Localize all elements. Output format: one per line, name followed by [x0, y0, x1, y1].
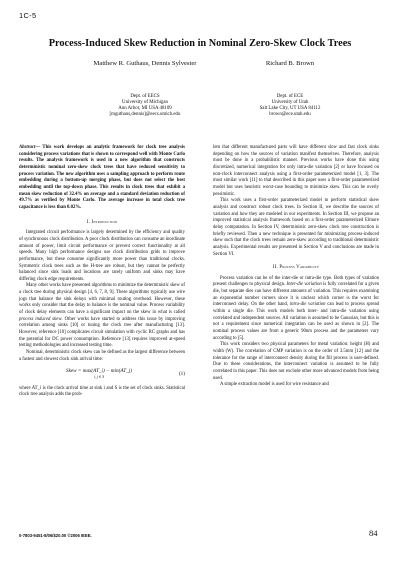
- affiliation-university: University of Michigan: [122, 100, 168, 106]
- copyright-notice: 0-7803-9451-8/06/$20.00 ©2006 IEEE.: [19, 533, 92, 538]
- text-run: Many other works have presented algorithms to minimize the deterministic skew of a clock tree during physical design [4, 6, 7, 8, 9]. These algorithms typically use wire jogs that balance the sink delays with minimal routing overhead. However, these works only consider that the delay to balance is the nominal value. Process variability of clock delay elements can have a significant impact on the skew in what is called: [19, 283, 185, 316]
- equation-skew: [19, 368, 185, 380]
- text-run: is fully correlated for a given die, but separate dies can have different amounts of variation. This requires examining an exponential number corners since it is unclear which corner is the worst for interconnect delay. On the other hand,: [213, 282, 379, 308]
- intro-paragraph: [19, 283, 185, 350]
- author-names-right: Richard B. Brown: [265, 60, 315, 67]
- affiliation-university: University of Utah: [271, 100, 309, 106]
- abstract: [19, 145, 185, 212]
- equation-expression: Skew = max(AT_i) − min(AT_j): [65, 368, 132, 375]
- text-run: can lead to process spread within a single die. This work models both inter- and intra-die variation using correlated and independent sources. All variation is assumed to be Gaussian, but this is not a requirement since numerical integration can be used as shown in [2]. The nominal process values are from a generic 90nm process and the parameters vary according to [5].: [213, 302, 379, 341]
- emphasis-text: process induced skew: [19, 316, 62, 322]
- session-code: 1C-5: [19, 11, 37, 20]
- equation-body: [19, 368, 179, 380]
- equation-subscript: i, j ∈ S: [93, 375, 104, 379]
- affiliation-dept: Dept. of ECE: [276, 94, 304, 99]
- affiliation-address: Salt Lake City, UT USA 84112: [259, 106, 321, 112]
- author-affiliation-right: [200, 94, 380, 118]
- section-heading-process-variability: II. Process Variability: [272, 265, 320, 271]
- intro-paragraph: Nominal, deterministic clock skew can be defined as the largest difference between a fastest and slowest clock sink arrival time:: [19, 350, 185, 362]
- body-paragraph: A simple extraction model is used for wire resistance and: [220, 382, 329, 388]
- affiliation-dept: Dept. of EECS: [130, 94, 160, 99]
- intro-paragraph: where AT_i is the clock arrival time at sink i and S is the set of clock sinks. Statistical clock tree analysis adds the prob-: [19, 385, 185, 398]
- body-paragraph: [213, 276, 379, 343]
- equation-number: (1): [178, 371, 185, 378]
- text-run: Process variation can be of the inter-die or intra-die type. Both types of variation present challenges to physical design.: [213, 275, 379, 288]
- author-names-left: Matthew R. Guthaus, Dennis Sylvester: [93, 60, 197, 67]
- section-heading-introduction: I. Introduction: [86, 219, 118, 225]
- body-paragraph: lem that different manufactured parts will have different slow and fast clock sinks depending on how the sources of variation manifest themselves. Therefore, analysis must be done in a probabilistic manner. Previous works have done this using discretized, numerical integration for only intra-die variation [2] or have focused on non-clock interconnect analysis using a first-order parameterized model [1, 3]. The most similar work [11] to that described in this paper uses a first-order parameterized model but uses heuristic worst-case bounding to minimize skew. This can be overly pessimistic.: [213, 145, 379, 197]
- abstract-text: — This work develops an analytic framework for clock tree analysis considering process variations that is shown to correspond well with Monte Carlo results. The analysis framework is used in a new algorithm that constructs deterministic nominal zero-skew clock trees that have reduced sensitivity to process variation. The new algorithm uses a sampling approach to perform route embedding during a bottom-up merging phase, but does not select the best embedding until the top-down phase. This results in clock trees that exhibit a mean skew reduction of 32.4% on average and a standard deviation reduction of 49.7% as verified by Monte Carlo. The average increase in total clock tree capacitance is less than 0.02%.: [19, 145, 185, 210]
- body-paragraph: This work uses a first-order parameterized model to perform statistical skew analysis and construct robust clock trees. In Section II, we describe the sources of variation and how they are modeled in our experiments. In Section III, we propose an improved statistical analysis framework based on a first-order parameterized Elmore delay computation. In Section IV, deterministic zero-skew clock tree construction is briefly reviewed. Then a new technique is presented for minimizing process-induced skew such that the clock trees remain zero-skew according to traditional deterministic analysis. Experimental results are presented in Section V and conclusions are made in Section VI.: [213, 198, 379, 257]
- text-run: . Other works have started to address this issue by improving correlation among sinks [10] or tuning the clock tree after manufacturing [13]. However, reference [10] complicates circuit simulation with cyclic RC graphs and has the potential for DC power consumption. Reference [13] requires improved at-speed testing methodologies and increased testing time.: [19, 316, 185, 349]
- emphasis-text: intra-die variation: [289, 302, 326, 308]
- emphasis-text: Inter-die variation: [286, 282, 322, 288]
- paper-title: Process-Induced Skew Reduction in Nominal Zero-Skew Clock Trees: [48, 38, 352, 49]
- body-paragraph: This work considers two physical parameters for metal variation: height (H) and width (W). The correlation of CMP variation is on the order of 3.5mm [12] and the tolerance for the range of interconnect density during the fill process is user-defined. Due to these considerations, the interconnect variation is assumed to be fully correlated in this paper. This does not exclude other more advanced models from being used.: [213, 342, 379, 381]
- right-column: [213, 145, 379, 389]
- affiliation-email: [mguthaus,dennis]@eecs.umich.edu: [109, 112, 181, 118]
- page-number: 84: [369, 528, 378, 538]
- abstract-label: Abstract: [19, 145, 36, 150]
- affiliation-address: Ann Arbor, MI USA 48109: [118, 106, 172, 112]
- intro-paragraph: Integrated circuit performance is largely determined by the efficiency and quality of synchronous clock distribution. A poor clock distribution can consume an inordinate amount of power, limit circuit performance or prevent correct functionality at all speeds. Many high performance designs use clock distribution grids to improve performance, but these consume significantly more power than traditional clocks. Symmetric clock trees such as the H-tree are robust, but they cannot be perfectly balanced since sink loads and locations are rarely uniform and sinks may have differing clock edge requirements.: [19, 230, 185, 282]
- affiliation-email: brown@ece.utah.edu: [269, 112, 311, 118]
- left-column: [19, 145, 185, 399]
